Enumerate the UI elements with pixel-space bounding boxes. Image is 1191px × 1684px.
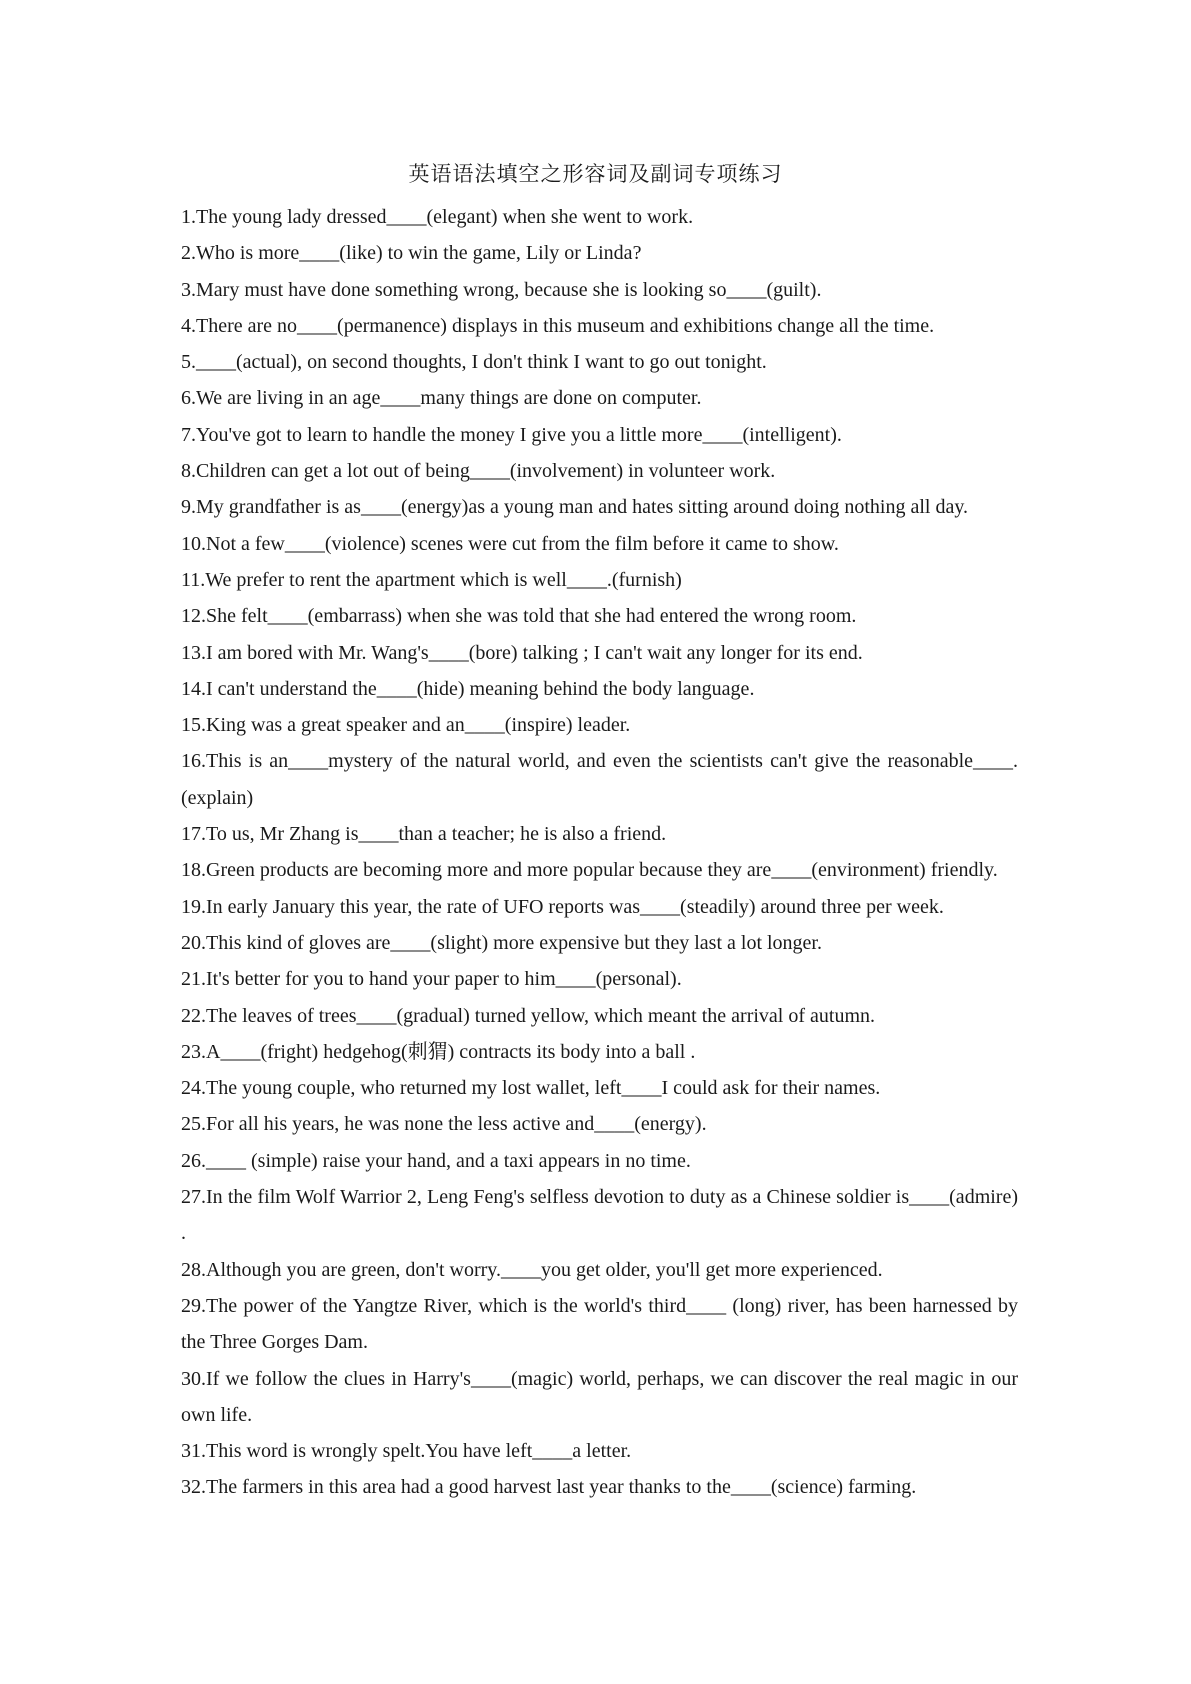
- question-item: 30.If we follow the clues in Harry's____(magic) world, perhaps, we can discover the real magic in our own life.: [181, 1367, 1018, 1426]
- question-item: 4.There are no____(permanence) displays in this museum and exhibitions change all the time.: [181, 314, 935, 337]
- question-item: 8.Children can get a lot out of being____(involvement) in volunteer work.: [181, 460, 776, 483]
- question-item: 9.My grandfather is as____(energy)as a young man and hates sitting around doing nothing all day.: [181, 496, 969, 519]
- question-item: 32.The farmers in this area had a good harvest last year thanks to the____(science) farming.: [181, 1476, 917, 1499]
- question-item: 1.The young lady dressed____(elegant) when she went to work.: [181, 206, 694, 228]
- question-item: 7.You've got to learn to handle the money I give you a little more____(intelligent).: [181, 423, 842, 446]
- question-item: 14.I can't understand the____(hide) meaning behind the body language.: [181, 677, 755, 700]
- question-item: 19.In early January this year, the rate of UFO reports was____(steadily) around three per week.: [181, 895, 944, 918]
- question-item: 2.Who is more____(like) to win the game, Lily or Linda?: [181, 242, 642, 265]
- question-list: [181, 199, 1018, 1506]
- document-title: 英语语法填空之形容词及副词专项练习: [408, 162, 783, 186]
- question-item: 15.King was a great speaker and an____(inspire) leader.: [181, 714, 631, 737]
- question-item: 6.We are living in an age____many things are done on computer.: [181, 387, 702, 410]
- question-item: 18.Green products are becoming more and more popular because they are____(environment) friendly.: [181, 859, 998, 882]
- question-item: 29.The power of the Yangtze River, which is the world's third____ (long) river, has been harnessed by the Three Gorges Dam.: [181, 1294, 1018, 1354]
- question-item: 24.The young couple, who returned my lost wallet, left____I could ask for their names.: [181, 1077, 881, 1100]
- question-item: 21.It's better for you to hand your paper to him____(personal).: [181, 968, 682, 991]
- question-item: 31.This word is wrongly spelt.You have left____a letter.: [181, 1440, 632, 1463]
- question-item: 27.In the film Wolf Warrior 2, Leng Feng's selfless devotion to duty as a Chinese soldier is____(admire) .: [181, 1186, 1018, 1245]
- question-item: 17.To us, Mr Zhang is____than a teacher; he is also a friend.: [181, 823, 667, 846]
- question-item: 12.She felt____(embarrass) when she was told that she had entered the wrong room.: [181, 605, 857, 628]
- question-item: 22.The leaves of trees____(gradual) turned yellow, which meant the arrival of autumn.: [181, 1004, 876, 1027]
- question-item: 13.I am bored with Mr. Wang's____(bore) talking ; I can't wait any longer for its end.: [181, 641, 863, 664]
- question-item: 25.For all his years, he was none the less active and____(energy).: [181, 1113, 707, 1136]
- question-item: 26.____ (simple) raise your hand, and a taxi appears in no time.: [181, 1149, 691, 1172]
- question-item: 11.We prefer to rent the apartment which is well____.(furnish): [181, 568, 682, 591]
- question-item: 16.This is an____mystery of the natural world, and even the scientists can't give the reasonable____.(explain): [181, 750, 1018, 809]
- question-item: 3.Mary must have done something wrong, because she is looking so____(guilt).: [181, 278, 822, 301]
- question-item: 10.Not a few____(violence) scenes were cut from the film before it came to show.: [181, 532, 839, 555]
- question-item: 20.This kind of gloves are____(slight) more expensive but they last a lot longer.: [181, 931, 822, 954]
- question-item: 28.Although you are green, don't worry.____you get older, you'll get more experienced.: [181, 1258, 883, 1281]
- question-item: 23.A____(fright) hedgehog(刺猬) contracts its body into a ball .: [181, 1040, 696, 1063]
- question-item: 5.____(actual), on second thoughts, I don't think I want to go out tonight.: [181, 351, 767, 374]
